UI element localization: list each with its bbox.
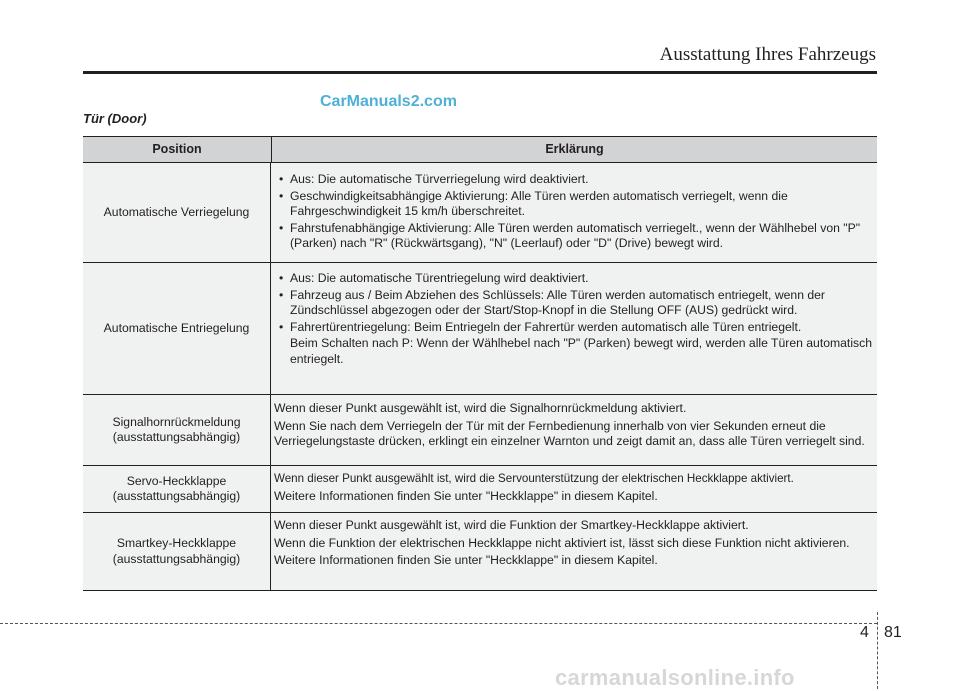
position-cell — [83, 466, 271, 512]
explanation-cell — [271, 513, 877, 590]
door-settings-table — [83, 136, 877, 591]
position-cell — [83, 163, 271, 262]
explanation-cell — [271, 263, 877, 394]
footer-rule — [0, 623, 877, 624]
explanation-cell — [271, 466, 877, 512]
paragraph: Wenn die Funktion der elektrischen Heckklappe nicht aktiviert ist, lässt sich diese Funktion nicht aktivieren. — [274, 535, 850, 550]
table-row — [83, 395, 877, 466]
position-cell — [83, 513, 271, 590]
header-rule — [83, 71, 877, 74]
table-row — [83, 513, 877, 591]
header-position: Position — [83, 137, 272, 162]
bullet-item: • Geschwindigkeitsabhängige Aktivierung: Alle Türen werden automatisch verriegelt, wenn die Fahrgeschwindigkeit 15 km/h überschreitet. — [274, 189, 875, 220]
bullet-item: • Fahrstufenabhängige Aktivierung: Alle Türen werden automatisch verriegelt., wenn der Wählhebel von "P" (Parken) nach "R" (Rückwärtsgang), "N" (Leerlauf) oder "D" (Drive) bewegt wird. — [274, 221, 875, 252]
paragraph: Wenn Sie nach dem Verriegeln der Tür mit der Fernbedienung innerhalb von vier Sekunden erneut die Verriegelungstaste drücken, erklingt ein einzelner Warnton und zeigt damit an, dass alle Türen verriegelt sind. — [274, 418, 865, 448]
bullet-item: • Fahrertürentriegelung: Beim Entriegeln der Fahrertür werden automatisch alle Türen entriegelt. — [274, 320, 875, 336]
page-header-title: Ausstattung Ihres Fahrzeugs — [659, 44, 876, 65]
position-label: Smartkey-Heckklappe (ausstattungsabhängig) — [112, 536, 241, 566]
explanation-cell — [271, 395, 877, 465]
watermark-carmanuals2: CarManuals2.com — [320, 93, 457, 110]
table-row — [83, 466, 877, 513]
position-label: Automatische Verriegelung — [103, 204, 250, 219]
paragraph: Wenn dieser Punkt ausgewählt ist, wird die Servounterstützung der elektrischen Heckklappe aktiviert. — [274, 472, 794, 485]
paragraph: Weitere Informationen finden Sie unter "Heckklappe" in diesem Kapitel. — [274, 553, 658, 567]
bullet-item: • Fahrzeug aus / Beim Abziehen des Schlüssels: Alle Türen werden automatisch entriegelt, wenn der Zündschlüssel abgezogen oder der Start/Stop-Knopf in die Stellung OFF (AUS) gedrückt wird. — [274, 288, 875, 319]
table-row — [83, 263, 877, 395]
header-explanation: Erklärung — [545, 142, 604, 156]
watermark-carmanualsonline: carmanualsonline.info — [555, 665, 795, 690]
explanation-cell — [271, 163, 877, 262]
bullet-item: • Aus: Die automatische Türverriegelung wird deaktiviert. — [274, 172, 875, 188]
chapter-number: 4 — [860, 624, 869, 641]
bullet-item: • Aus: Die automatische Türentriegelung wird deaktiviert. — [274, 271, 875, 287]
continuation-text: Beim Schalten nach P: Wenn der Wählhebel nach "P" (Parken) bewegt wird, werden alle Türen automatisch entriegelt. — [290, 336, 872, 366]
position-cell — [83, 395, 271, 465]
position-label: Signalhornrückmeldung (ausstattungsabhängig) — [112, 414, 241, 444]
table-header-row — [83, 136, 877, 163]
paragraph: Wenn dieser Punkt ausgewählt ist, wird die Funktion der Smartkey-Heckklappe aktiviert. — [274, 518, 749, 532]
section-title: Tür (Door) — [83, 111, 147, 126]
page-divider — [877, 612, 878, 689]
page-number: 81 — [884, 624, 902, 641]
position-label: Servo-Heckklappe (ausstattungsabhängig) — [112, 473, 241, 503]
position-cell — [83, 263, 271, 394]
paragraph: Weitere Informationen finden Sie unter "Heckklappe" in diesem Kapitel. — [274, 488, 658, 503]
paragraph: Wenn dieser Punkt ausgewählt ist, wird die Signalhornrückmeldung aktiviert. — [274, 401, 687, 415]
position-label: Automatische Entriegelung — [103, 320, 250, 335]
table-row — [83, 163, 877, 263]
